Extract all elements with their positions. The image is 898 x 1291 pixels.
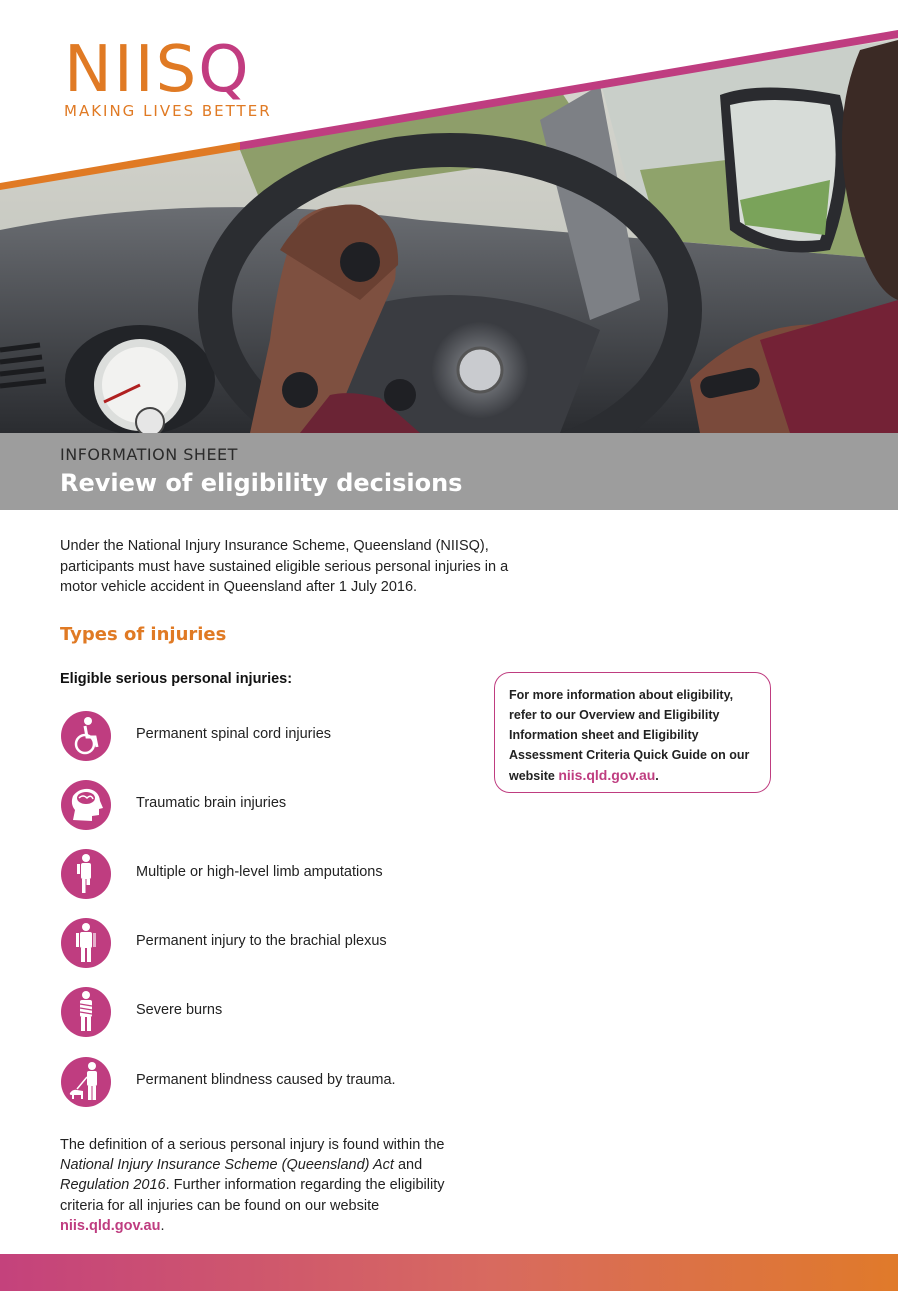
burns-icon	[61, 987, 111, 1037]
logo-wordmark: NIISQ	[64, 33, 251, 107]
brain-icon	[61, 780, 111, 830]
website-link[interactable]: niis.qld.gov.au	[60, 1217, 161, 1234]
page-title: Review of eligibility decisions	[60, 469, 463, 497]
act-title: National Injury Insurance Scheme (Queensland) Act	[60, 1157, 394, 1174]
definition-text: and	[393, 1157, 423, 1174]
injury-label: Multiple or high-level limb amputations	[136, 864, 383, 880]
injury-item-amputation	[61, 849, 481, 899]
intro-paragraph: Under the National Injury Insurance Scheme, Queensland (NIISQ), participants must have sustained eligible serious personal injuries in a motor vehicle accident in Queensland after 1 July 2016.	[60, 538, 509, 595]
brachial-plexus-icon	[61, 918, 111, 968]
footer-gradient-bar	[0, 1254, 898, 1291]
definition-trail: .	[160, 1217, 165, 1234]
website-link[interactable]: niis.qld.gov.au	[558, 767, 656, 783]
regulation-title: Regulation 2016	[60, 1177, 166, 1194]
definition-text: The definition of a serious personal injury is found within the	[60, 1137, 445, 1153]
definition-text: . Further information regarding the eligibility criteria for all injuries can be found on our website	[60, 1177, 445, 1214]
niisq-logo	[64, 33, 272, 120]
document-type-label: INFORMATION SHEET	[60, 445, 238, 464]
section-heading: Types of injuries	[60, 624, 227, 645]
eligible-injuries-heading: Eligible serious personal injuries:	[60, 671, 293, 687]
amputation-icon	[61, 849, 111, 899]
injury-item-spinal-cord	[61, 711, 481, 761]
more-info-callout	[494, 672, 771, 793]
injury-item-blindness	[61, 1057, 481, 1107]
injury-label: Permanent spinal cord injuries	[136, 726, 332, 742]
injury-item-brachial-plexus	[61, 918, 481, 968]
callout-text: For more information about eligibility, refer to our Overview and Eligibility Information sheet and Eligibility Assessment Criteria Quick Guide on our website	[509, 688, 750, 783]
injury-label: Permanent blindness caused by trauma.	[136, 1072, 396, 1088]
injury-label: Severe burns	[136, 1002, 223, 1018]
logo-tagline: MAKING LIVES BETTER	[64, 102, 272, 120]
injury-label: Traumatic brain injuries	[136, 795, 287, 811]
injury-item-burns	[61, 987, 481, 1037]
callout-trail: .	[655, 769, 659, 783]
guide-dog-icon	[61, 1057, 111, 1107]
title-band	[0, 433, 898, 510]
wheelchair-icon	[61, 711, 111, 761]
injury-label: Permanent injury to the brachial plexus	[136, 933, 387, 949]
definition-paragraph	[60, 1135, 460, 1236]
injury-item-brain	[61, 780, 481, 830]
